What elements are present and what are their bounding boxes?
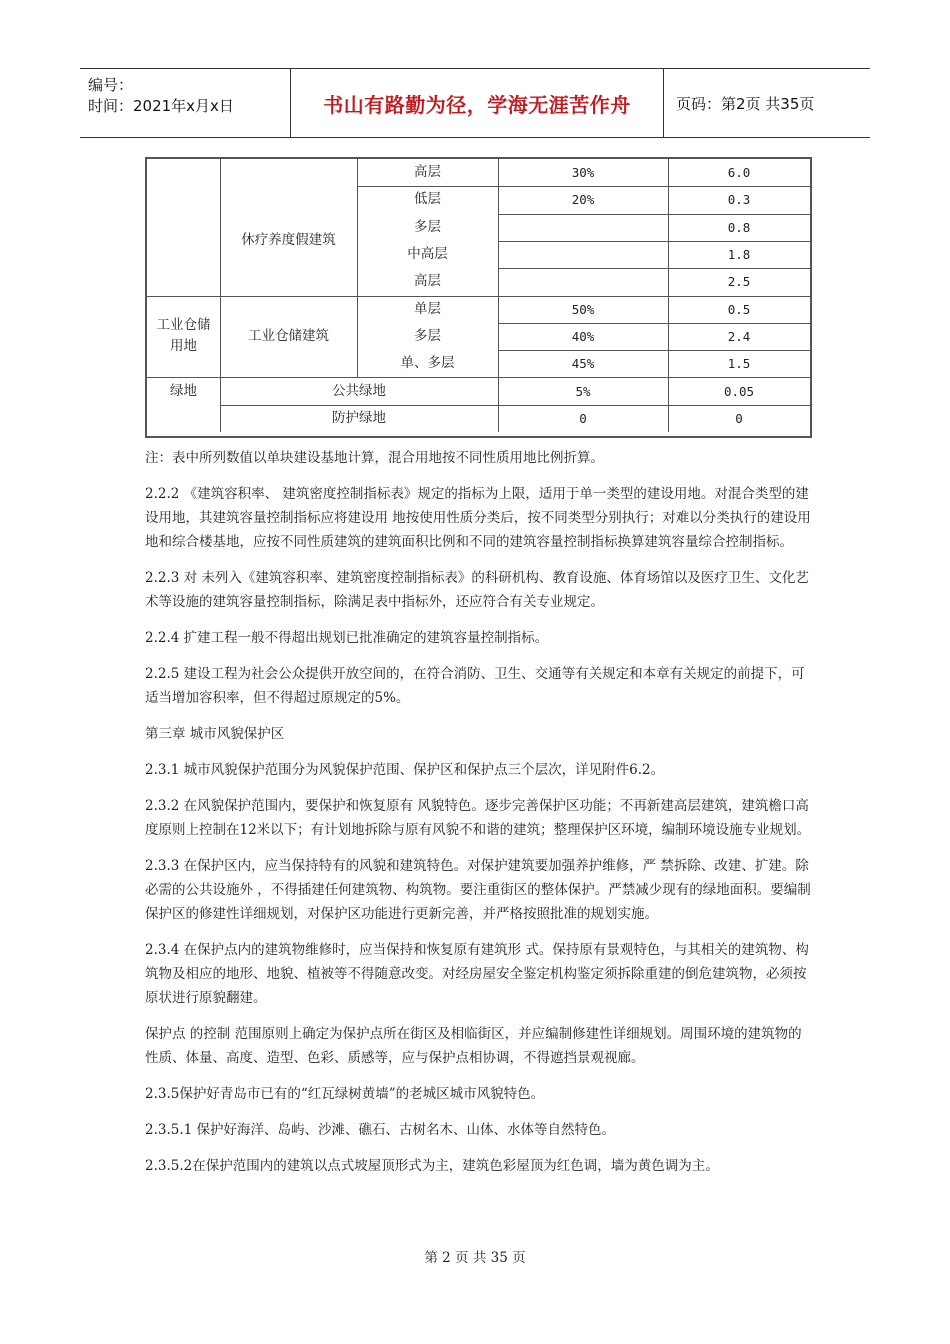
document-number: 编号： [88,76,134,94]
density-control-table [145,157,812,438]
table-cell-ratio: 0.3 [727,192,751,208]
table-cell-ratio: 1.8 [727,247,751,263]
table-group-green: 绿地 [170,382,197,399]
paragraph: 2.3.5.1 保护好海洋、岛屿、沙滩、礁石、古树名木、山体、水体等自然特色。 [145,1122,616,1138]
table-cell-ratio: 0.05 [723,383,755,399]
chapter-heading: 第三章 城市风貌保护区 [145,726,285,742]
paragraph: 2.3.4 在保护点内的建筑物维修时，应当保持和恢复原有建筑形 式。保持原有景观特色，与其相关的建筑物、构筑物及相应的地形、地貌、植被等不得随意改变。对经房屋安全鉴定机构鉴定须拆除重建的倒危建筑物，必须按原状进行原貌翻建。 [145,942,809,1006]
table-cell-ratio: 0 [735,410,743,426]
table-cell-density: 0 [579,410,587,426]
table-cell-density: 20% [571,192,595,208]
paragraph: 2.2.4 扩建工程一般不得超出规划已批准确定的建筑容量控制指标。 [145,630,549,646]
paragraph: 2.3.5.2在保护范围内的建筑以点式坡屋顶形式为主，建筑色彩屋顶为红色调，墙为黄色调为主。 [145,1158,719,1174]
table-cell-type: 单层 [414,300,441,317]
table-cell-type: 防护绿地 [332,409,386,426]
table-group-industrial-land: 工业仓储 用地 [156,317,211,355]
table-cell-type: 公共绿地 [332,382,386,399]
table-cell-type: 中高层 [407,246,448,263]
document-date: 时间：2021年x月x日 [88,97,234,115]
paragraph: 保护点 的控制 范围原则上确定为保护点所在街区及相临街区，并应编制修建性详细规划。周围环境的建筑物的性质、体量、高度、造型、色彩、质感等，应与保护点相协调，不得遮挡景观视廊。 [145,1026,802,1066]
table-cell-type: 高层 [414,273,441,290]
table-cell-type: 单、多层 [400,355,455,372]
table-cell-ratio: 6.0 [727,165,751,181]
paragraph: 2.2.3 对 未列入《建筑容积率、建筑密度控制指标表》的科研机构、教育设施、体育场馆以及医疗卫生、文化艺术等设施的建筑容量控制指标，除满足表中指标外，还应符合有关专业规定。 [145,570,809,610]
table-cell-type: 高层 [414,164,441,181]
table-cell-type: 多层 [414,218,441,235]
table-cell-type: 多层 [414,327,441,344]
table-cell-density: 30% [571,165,595,181]
table-cell-density: 5% [575,383,591,399]
table-cell-type: 低层 [414,191,441,208]
paragraph: 2.2.5 建设工程为社会公众提供开放空间的，在符合消防、卫生、交通等有关规定和本章有关规定的前提下，可适当增加容积率，但不得超过原规定的5%。 [145,666,805,706]
header-page-number: 页码：第2页 共35页 [676,94,815,113]
paragraph: 2.3.2 在风貌保护范围内，要保护和恢复原有 风貌特色。逐步完善保护区功能；不再新建高层建筑，建筑檐口高度原则上控制在12米以下；有计划地拆除与原有风貌不和谐的建筑；整理保护区环境，编制环境设施专业规划。 [145,798,811,838]
page-footer: 第 2 页 共 35 页 [424,1250,526,1266]
table-cell-density: 40% [571,328,595,344]
paragraph: 2.3.1 城市风貌保护范围分为风貌保护范围、保护区和保护点三个层次，详见附件6.2。 [145,762,665,778]
paragraph: 2.2.2 《建筑容积率、 建筑密度控制指标表》规定的指标为上限，适用于单一类型的建设用地。对混合类型的建 设用地，其建筑容量控制指标应将建设用 地按使用性质分类后，按不同类型分别执行；对难以分类执行的建设用地和综合楼基地，应按不同性质建筑的建筑面积比例和不同的建筑容量控制指标换算建筑容量综合控制指标。 [145,486,811,550]
table-cell-ratio: 0.8 [727,219,751,235]
table-cell-ratio: 0.5 [727,301,751,317]
page-header [80,68,870,138]
table-cell-ratio: 1.5 [727,356,751,372]
table-cell-ratio: 2.4 [727,328,751,344]
paragraph: 2.3.3 在保护区内，应当保持特有的风貌和建筑特色。对保护建筑要加强养护维修，严 禁拆除、改建、扩建。除必需的公共设施外 ，不得插建任何建筑物、构筑物。要注重街区的整体保护。严禁减少现有的绿地面积。要编制保护区的修建性详细规划，对保护区功能进行更新完善，并严格按照批准的规划实施。 [145,858,811,922]
document-body [145,446,813,1190]
table-cell-density [498,214,668,241]
paragraph: 注：表中所列数值以单块建设基地计算，混合用地按不同性质用地比例折算。 [145,450,604,466]
table-cell-ratio: 2.5 [727,274,751,290]
paragraph: 2.3.5保护好青岛市已有的“红瓦绿树黄墙”的老城区城市风貌特色。 [145,1086,545,1102]
table-cell-density: 45% [571,356,595,372]
table-cell-density [498,241,668,268]
header-meta [80,69,290,137]
table-group-industrial-building: 工业仓储建筑 [248,327,329,344]
header-motto: 书山有路勤为径，学海无涯苦作舟 [290,69,664,137]
table-group-resort: 休疗养度假建筑 [241,232,336,249]
table-cell-density [498,268,668,295]
table-cell-density: 50% [571,301,595,317]
